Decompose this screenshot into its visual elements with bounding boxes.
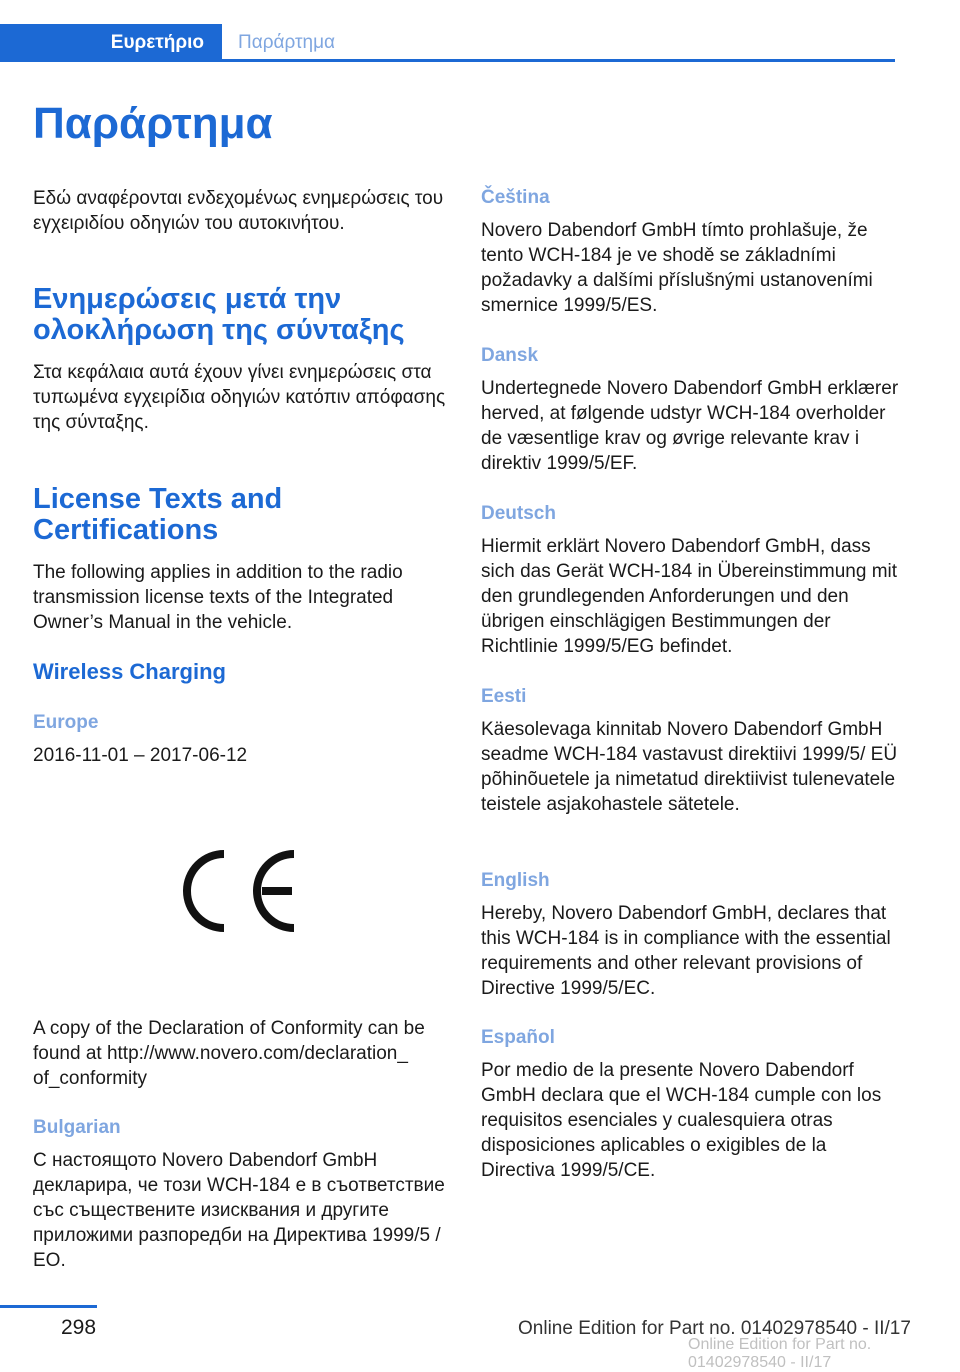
tab-appendix[interactable]: Παράρτημα xyxy=(238,32,336,53)
license-text: The following applies in addition to the radio transmission license texts of the Integrated Owner’s Manual in the vehicle. xyxy=(33,562,403,633)
language-heading-espanol: Español xyxy=(481,1027,555,1048)
declaration-text: A copy of the Declaration of Conformity can be found at http://www.novero.com/declaration_ of_conformity xyxy=(33,1018,425,1089)
license-heading: License Texts and Certifications xyxy=(33,483,283,546)
language-heading-english: English xyxy=(481,870,550,891)
watermark: Online Edition for Part no. 01402978540 - II/17 xyxy=(688,1336,872,1371)
language-text-dansk: Undertegnede Novero Dabendorf GmbH erklærer herved, at følgende udstyr WCH-184 overholder de væsentlige krav og øvrige relevante krav i direktiv 1999/5/EF. xyxy=(481,378,899,474)
tab-index[interactable]: Ευρετήριο xyxy=(0,24,222,62)
tab-bar xyxy=(0,24,895,62)
updates-heading: Ενημερώσεις μετά την ολοκλήρωση της σύνταξης xyxy=(33,283,405,346)
page-title: Παράρτημα xyxy=(33,99,273,148)
language-heading-deutsch: Deutsch xyxy=(481,503,556,524)
language-text-cestina: Novero Dabendorf GmbH tímto prohlašuje, že tento WCH-184 je ve shodě se základními požadavky a dalšími příslušnými ustanoveními smernice 1999/5/ES. xyxy=(481,220,873,316)
language-heading-eesti: Eesti xyxy=(481,686,527,707)
intro-text: Εδώ αναφέρονται ενδεχομένως ενημερώσεις του εγχειριδίου οδηγιών του αυτοκινήτου. xyxy=(33,188,444,234)
language-text-espanol: Por medio de la presente Novero Dabendorf GmbH declara que el WCH-184 cumple con los requisitos esenciales y cualesquiera otras disposiciones aplicables o exigibles de la Directiva 1999/5/CE. xyxy=(481,1060,882,1181)
edition-note: Online Edition for Part no. 01402978540 - II/17 xyxy=(518,1318,911,1339)
tab-underline xyxy=(0,59,895,62)
updates-text: Στα κεφάλαια αυτά έχουν γίνει ενημερώσεις στα τυπωμένα εγχειρίδια οδηγιών κατόπιν απόφασης της σύνταξης. xyxy=(33,362,446,433)
footer-rule xyxy=(0,1305,97,1308)
validity-dates: 2016-11-01 – 2017-06-12 xyxy=(33,745,248,766)
language-heading-cestina: Čeština xyxy=(481,187,550,208)
ce-mark-icon xyxy=(178,848,300,934)
language-text-bulgarian: С настоящото Novero Dabendorf GmbH декларира, че този WCH-184 е в съответствие със съществените изисквания и другите приложими разпоредби на Директива 1999/5 / EO. xyxy=(33,1150,445,1271)
language-heading-bulgarian: Bulgarian xyxy=(33,1117,121,1138)
page-number: 298 xyxy=(61,1316,97,1339)
region-heading: Europe xyxy=(33,712,99,733)
language-heading-dansk: Dansk xyxy=(481,345,539,366)
language-text-deutsch: Hiermit erklärt Novero Dabendorf GmbH, dass sich das Gerät WCH-184 in Übereinstimmung mit den grundlegenden Anforderungen und den übrigen einschlägigen Bestimmungen der Richtlinie 1999/5/EG befindet. xyxy=(481,536,898,657)
language-text-english: Hereby, Novero Dabendorf GmbH, declares that this WCH-184 is in compliance with the essential requirements and other relevant provisions of Directive 1999/5/EC. xyxy=(481,903,891,999)
language-text-eesti: Käesolevaga kinnitab Novero Dabendorf GmbH seadme WCH-184 vastavust direktiivi 1999/5/ EÜ põhinõuetele ja nimetatud direktiivist tulenevatele teistele asjakohastele sätetele. xyxy=(481,719,898,815)
wireless-heading: Wireless Charging xyxy=(33,659,226,684)
